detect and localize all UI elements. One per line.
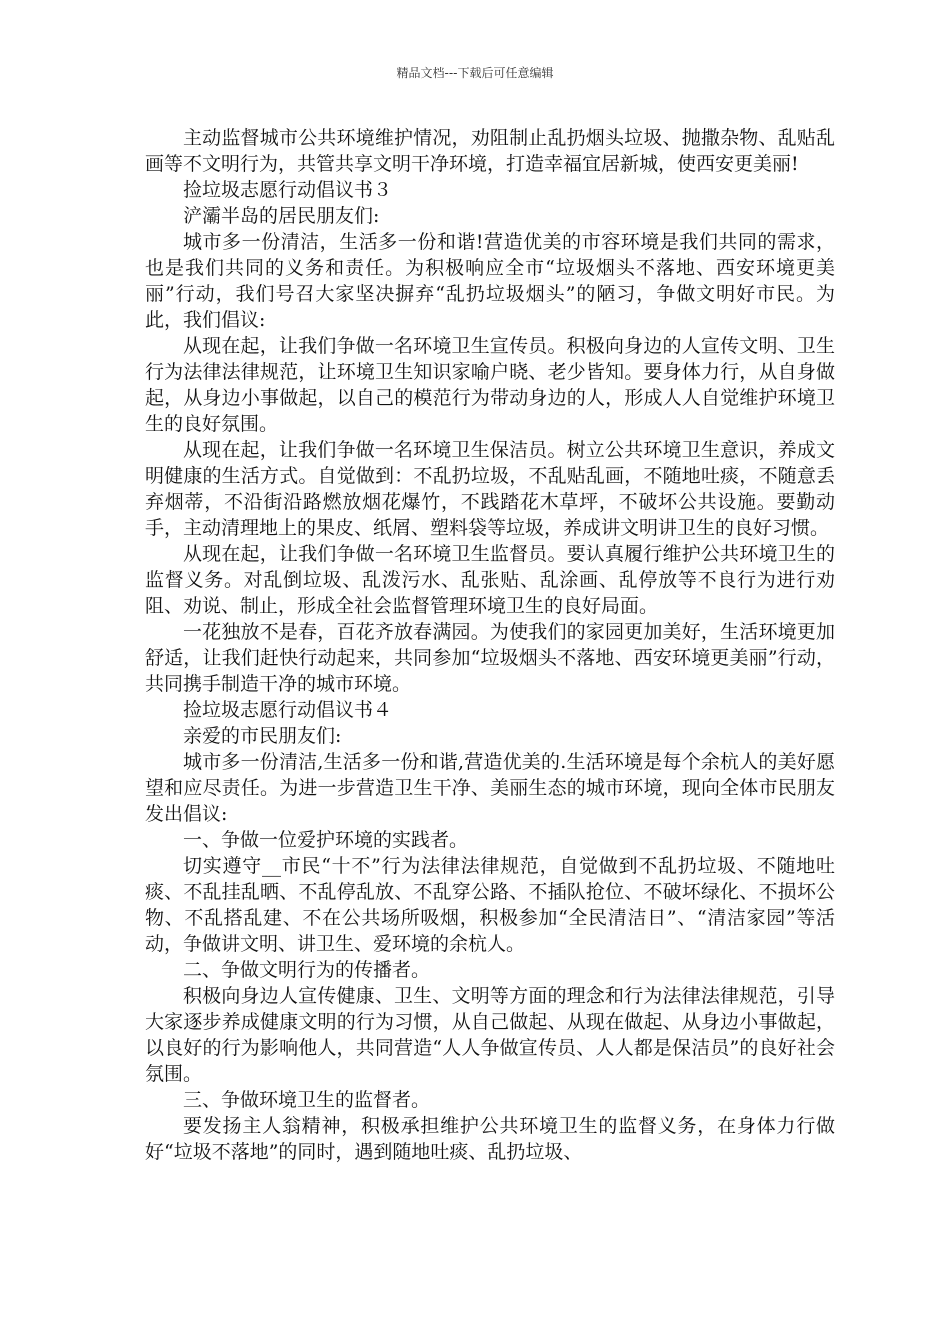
section-title: 捡垃圾志愿行动倡议书４ (183, 699, 393, 721)
salutation: 亲爱的市民朋友们: (183, 725, 342, 747)
paragraph: 城市多一份清洁，生活多一份和谐!营造优美的市容环境是我们共同的需求，也是我们共同的义务和责任。为积极响应全市“垃圾烟头不落地、西安环境更美丽”行动，我们号召大家坚决摒弃“乱扔垃圾烟头”的陋习，争做文明好市民。为此，我们倡议: (145, 231, 835, 331)
paragraph: 主动监督城市公共环境维护情况，劝阻制止乱扔烟头垃圾、抛撒杂物、乱贴乱画等不文明行为，共管共享文明干净环境，打造幸福宜居新城，使西安更美丽! (145, 127, 835, 175)
document-body (145, 125, 835, 1165)
page-header: 精品文档---下载后可任意编辑 (396, 66, 554, 80)
paragraph: 切实遵守__市民“十不”行为法律法律规范，自觉做到不乱扔垃圾、不随地吐痰、不乱挂乱晒、不乱停乱放、不乱穿公路、不插队抢位、不破坏绿化、不损坏公物、不乱搭乱建、不在公共场所吸烟，积极参加“全民清洁日”、“清洁家园”等活动，争做讲文明、讲卫生、爱环境的余杭人。 (145, 855, 835, 955)
paragraph: 要发扬主人翁精神，积极承担维护公共环境卫生的监督义务，在身体力行做好“垃圾不落地”的同时，遇到随地吐痰、乱扔垃圾、 (145, 1115, 835, 1163)
paragraph: 从现在起，让我们争做一名环境卫生宣传员。积极向身边的人宣传文明、卫生行为法律法律规范，让环境卫生知识家喻户晓、老少皆知。要身体力行，从自身做起，从身边小事做起，以自己的模范行为带动身边的人，形成人人自觉维护环境卫生的良好氛围。 (145, 335, 835, 435)
paragraph: 从现在起，让我们争做一名环境卫生监督员。要认真履行维护公共环境卫生的监督义务。对乱倒垃圾、乱泼污水、乱张贴、乱涂画、乱停放等不良行为进行劝阻、劝说、制止，形成全社会监督管理环境卫生的良好局面。 (145, 543, 835, 617)
paragraph: 城市多一份清洁,生活多一份和谐,营造优美的.生活环境是每个余杭人的美好愿望和应尽责任。为进一步营造卫生干净、美丽生态的城市环境，现向全体市民朋友发出倡议: (145, 751, 835, 825)
paragraph: 积极向身边人宣传健康、卫生、文明等方面的理念和行为法律法律规范，引导大家逐步养成健康文明的行为习惯，从自己做起、从现在做起、从身边小事做起，以良好的行为影响他人，共同营造“人人争做宣传员、人人都是保洁员”的良好社会氛围。 (145, 985, 835, 1085)
paragraph: 从现在起，让我们争做一名环境卫生保洁员。树立公共环境卫生意识，养成文明健康的生活方式。自觉做到：不乱扔垃圾，不乱贴乱画，不随地吐痰，不随意丢弃烟蒂，不沿街沿路燃放烟花爆竹，不践踏花木草坪，不破坏公共设施。要勤动手，主动清理地上的果皮、纸屑、塑料袋等垃圾，养成讲文明讲卫生的良好习惯。 (145, 439, 835, 539)
list-heading: 二、争做文明行为的传播者。 (183, 959, 431, 981)
section-title: 捡垃圾志愿行动倡议书３ (183, 179, 393, 201)
list-heading: 一、争做一位爱护环境的实践者。 (183, 829, 469, 851)
list-heading: 三、争做环境卫生的监督者。 (183, 1089, 431, 1111)
salutation: 浐灞半岛的居民朋友们: (183, 205, 380, 227)
paragraph: 一花独放不是春，百花齐放春满园。为使我们的家园更加美好，生活环境更加舒适，让我们赶快行动起来，共同参加“垃圾烟头不落地、西安环境更美丽”行动，共同携手制造干净的城市环境。 (145, 621, 835, 695)
